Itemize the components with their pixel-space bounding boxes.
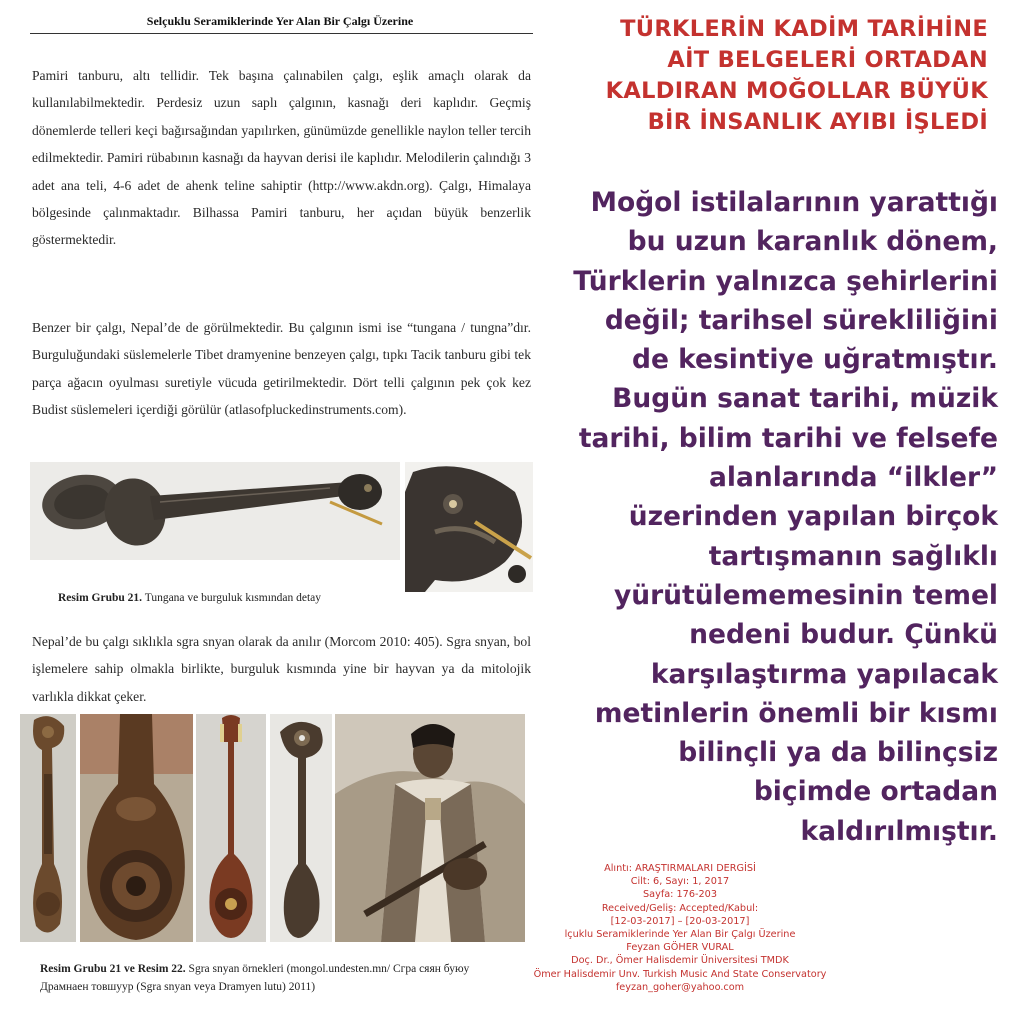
figure-caption-21 bbox=[58, 592, 321, 604]
quote-line: üzerinden yapılan birçok bbox=[628, 501, 998, 533]
running-header: Selçuklu Seramiklerinde Yer Alan Bir Çalgı Üzerine bbox=[146, 14, 414, 28]
carved-headstock-photo bbox=[405, 462, 533, 592]
citation-line: Ömer Halisdemir Unv. Turkish Music And State Conservatory bbox=[533, 968, 827, 980]
headline-line: KALDIRAN MOĞOLLAR BÜYÜK bbox=[605, 78, 988, 104]
quote-line: nedeni budur. Çünkü bbox=[689, 619, 998, 651]
quote-line: metinlerin önemli bir kısmı bbox=[594, 697, 998, 729]
quote-line: Türklerin yalnızca şehirlerini bbox=[573, 265, 998, 297]
quote-line: biçimde ortadan bbox=[753, 776, 998, 808]
paragraph-tungana: Benzer bir çalgı, Nepal’de de görülmektedir. Bu çalgının ismi ise “tungana / tungna”dır. Burguluğundaki süslemelerle Tibet dramyenine benzeyen çalgı, tıpkı Tacik tanburu gibi tek parça ağacın oyulması suretiyle vücuda getirilmektedir. Dört telli çalgının pek çok kez Budist süslemeleri içerdiği görülür (atlasofpluckedinstruments.com). bbox=[32, 320, 531, 418]
quote-line: bilinçli ya da bilinçsiz bbox=[678, 737, 998, 769]
citation-block bbox=[530, 862, 830, 994]
citation-line: feyzan_goher@yahoo.com bbox=[615, 981, 745, 993]
paragraph-pamiri-tanburu: Pamiri tanburu, altı tellidir. Tek başına çalınabilen çalgı, eşlik amaçlı olarak da kullanılabilmektedir. Perdesiz uzun saplı çalgının, kasnağı deri kaplıdır. Geçmiş dönemlerde telleri keçi bağırsağından yapılırken, günümüzde genellikle naylon teller tercih edilmektedir. Pamiri rübabının kasnağı da hayvan derisi ile kaplıdır. Melodilerin çalındığı 3 adet ana teli, 4-6 adet de ahenk teline sahiptir (http://www.akdn.org). Çalgı, Himalaya bölgesinde çalınmaktadır. Bilhassa Pamiri tanburu, her açıdan büyük benzerlik göstermektedir. bbox=[32, 68, 531, 248]
caption-label: Resim Grubu 21. bbox=[58, 592, 143, 604]
quote-line: yürütülememesinin temel bbox=[613, 579, 998, 611]
paragraph-sgra-snyan: Nepal’de bu çalgı sıklıkla sgra snyan olarak da anılır (Morcom 2010: 405). Sgra snyan, bol işlemelere sahip olmakla birlikte, burguluk kısmında yine bir hayvan ya da mitolojik varlıkla dikkat çeker. bbox=[32, 634, 531, 704]
citation-line: [12-03-2017] – [20-03-2017] bbox=[610, 915, 750, 927]
caption-text: Tungana ve burguluk kısmından detay bbox=[142, 592, 322, 604]
quote-line: Bugün sanat tarihi, müzik bbox=[612, 383, 998, 415]
quote-line: tarihi, bilim tarihi ve felsefe bbox=[578, 422, 998, 454]
citation-line: lçuklu Seramiklerinde Yer Alan Bir Çalgı Üzerine bbox=[564, 929, 796, 941]
headline bbox=[558, 14, 988, 138]
quote-line: değil; tarihsel sürekliliğini bbox=[604, 304, 998, 336]
quote-line: kaldırılmıştır. bbox=[800, 815, 998, 847]
tungana-lute-photo bbox=[30, 462, 400, 560]
citation-line: Feyzan GÖHER VURAL bbox=[626, 942, 734, 954]
headline-line: BİR İNSANLIK AYIBI İŞLEDİ bbox=[647, 109, 988, 135]
quote-line: de kesintiye uğratmıştır. bbox=[631, 344, 998, 376]
citation-line: Alıntı: ARAŞTIRMALARI DERGİSİ bbox=[604, 863, 756, 874]
citation-line: Doç. Dr., Ömer Halisdemir Üniversitesi TMDK bbox=[571, 955, 789, 967]
citation-line: Cilt: 6, Sayı: 1, 2017 bbox=[630, 876, 730, 888]
quote-line: karşılaştırma yapılacak bbox=[650, 658, 998, 690]
quote-line: bu uzun karanlık dönem, bbox=[627, 226, 998, 258]
citation-line: Sayfa: 176-203 bbox=[643, 889, 717, 901]
citation-line: Received/Geliş: Accepted/Kabul: bbox=[601, 902, 759, 914]
dramyen-lute-photo bbox=[196, 714, 266, 942]
figure-caption-21-22 bbox=[40, 960, 520, 996]
sgra-snyan-body-closeup-photo bbox=[80, 714, 193, 942]
carved-lute-profile-photo bbox=[270, 714, 332, 942]
quote-text bbox=[558, 183, 998, 851]
header-rule bbox=[30, 33, 533, 34]
caption-label: Resim Grubu 21 ve Resim 22. bbox=[40, 963, 186, 975]
quote-line: tartışmanın sağlıklı bbox=[708, 540, 998, 572]
headline-line: AİT BELGELERİ ORTADAN bbox=[667, 47, 988, 73]
headline-line: TÜRKLERİN KADİM TARİHİNE bbox=[620, 16, 988, 42]
caption-text: Sgra snyan örnekleri (mongol.undesten.mn/ Сгра сяян буюу Драмнаен товшуур (Sgra snyan veya Dramyen lutu) 2011) bbox=[40, 963, 470, 993]
quote-line: alanlarında “ilkler” bbox=[708, 462, 998, 494]
sgra-snyan-carved-neck-photo bbox=[20, 714, 76, 942]
tibetan-musician-photo bbox=[335, 714, 525, 942]
quote-line: Moğol istilalarının yarattığı bbox=[590, 187, 998, 218]
